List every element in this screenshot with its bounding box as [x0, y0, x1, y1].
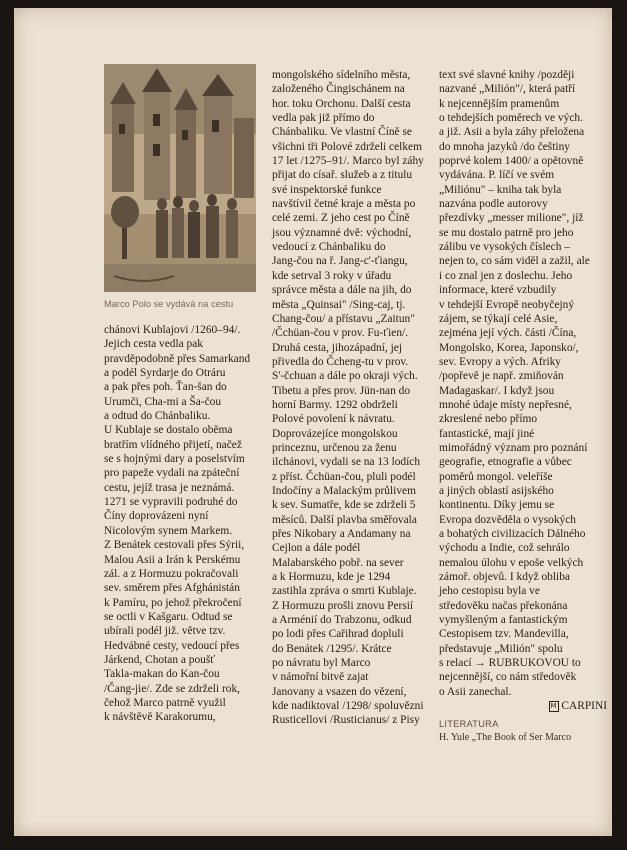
text-line: správce města a dále na jih, do: [272, 284, 412, 297]
text-line: „Miliónu" – kniha tak byla: [439, 183, 562, 196]
text-line: Járkend, Chotan a poušť: [104, 653, 216, 666]
literature-heading: LITERATURA: [439, 719, 499, 730]
text-line: o tehdejších poměrech ve vých.: [439, 112, 583, 125]
text-line: představuje „Milión" spolu: [439, 642, 563, 655]
text-line: se s hojnými dary a poselstvím: [104, 453, 245, 466]
text-line: Hedvábné cesty, vedoucí přes: [104, 639, 240, 652]
text-line: měsíců. Další plavba směřovala: [272, 513, 417, 526]
text-line: a již. Asii a byla záhy přeložena: [439, 126, 585, 139]
text-line: zastihla zpráva o smrti Kublaje.: [272, 585, 417, 598]
text-line: vedla pak již přímo do: [272, 112, 375, 125]
text-line: nemalou úlohu v epoše velkých: [439, 556, 584, 569]
text-line: a Arménií do Trabzonu, odkud: [272, 614, 412, 627]
text-line: k návštěvě Karakorumu,: [104, 711, 216, 724]
text-line: princeznu, určenou za ženu: [272, 441, 397, 454]
text-line: vymyšleným a fantastickým: [439, 614, 568, 627]
text-line: přezdívky „messer milione", jíž: [439, 212, 584, 225]
text-line: přijat do císař. služeb a z titulu: [272, 169, 413, 182]
text-line: přes Nikobary a Andamany na: [272, 528, 411, 540]
text-line: Číny doprovázeni nyní: [104, 510, 209, 523]
text-line: Doprovázejíce mongolskou: [272, 427, 398, 440]
text-line: v tehdejší Evropě neobyčejný: [439, 298, 575, 311]
text-line: zálibu ve vysokých číslech –: [439, 241, 570, 254]
text-line: kde setrval 3 roky v úřadu: [272, 269, 392, 282]
text-line: /Čang-jie/. Zde se zdrželi rok,: [104, 682, 241, 695]
text-line: o Asii zanechal.: [439, 685, 512, 698]
text-line: nejen to, co sám viděl a zažil, ale: [439, 255, 590, 268]
text-line: zál. a z Hormuzu pokračovali: [104, 567, 239, 580]
text-line: mimořádný význam pro poznání: [439, 441, 588, 454]
text-line: U Kublaje se dostalo oběma: [104, 424, 233, 437]
text-line: všichni tři Polové zdrželi celkem: [272, 140, 422, 153]
text-line: se mu dostalo patrně pro jeho: [439, 226, 574, 239]
text-line: Nicolovým synem Markem.: [104, 524, 233, 537]
text-line: informace, které vzbudily: [439, 284, 557, 297]
cross-reference: [439, 699, 607, 713]
reference-word[interactable]: CARPINI: [561, 700, 607, 713]
text-line: města „Quinsai" /Sing-caj, tj.: [272, 298, 406, 311]
text-line: ilchánovi, vydali se na 13 lodích: [272, 456, 421, 469]
text-line: k Pamíru, po jehož překročení: [104, 596, 242, 609]
text-line: Chang-čou/ a přístavu „Zaitun": [272, 312, 415, 325]
text-line: /Čchüan-čou v prov. Fu-ťien/.: [272, 327, 409, 340]
text-line: kontinentu. Díky jemu se: [439, 499, 555, 512]
text-line: celé zemi. Z jeho cest po Číně: [272, 212, 410, 225]
text-line: 1271 se vypravili podruhé do: [104, 496, 238, 509]
text-line: vydávána. P. líčí ve svém: [439, 169, 555, 182]
text-line: mongolského sídelního města,: [272, 69, 411, 81]
text-line: Indočíny a Malackým průlivem: [272, 484, 416, 497]
text-line: zkreslené nebo přímo: [439, 413, 538, 426]
text-line: poprvé kolem 1400/ a opětovně: [439, 155, 584, 168]
text-line: Cestopisem tzv. Mandevilla,: [439, 628, 569, 641]
text-line: /popřevě je např. zmiňován: [439, 370, 564, 383]
text-line: v námořní bitvě zajat: [272, 671, 369, 684]
text-line: vedoucí z Chánbaliku do: [272, 241, 386, 254]
text-column-2: [272, 68, 438, 728]
text-column-3-body: [439, 68, 607, 699]
text-line: kde nadiktoval /1298/ spoluvězni: [272, 700, 424, 713]
text-line: chánovi Kublajovi /1260–94/.: [104, 324, 241, 336]
text-line: východu a Indie, což sehrálo: [439, 542, 570, 555]
literature-entry: H. Yule „The Book of Ser Marco: [439, 731, 572, 743]
text-column-3: [439, 68, 607, 744]
text-line: založeného Čingischánem na: [272, 83, 405, 96]
text-line: Madagaskar/. I když jsou: [439, 384, 555, 397]
text-line: nazvána podle autorovy: [439, 198, 548, 211]
text-line: s relací → RUBRUKOVOU to: [439, 657, 581, 670]
medieval-miniature-image: [104, 64, 256, 292]
text-line: Tibetu a přes prov. Jün-nan do: [272, 384, 411, 397]
text-line: hor. toku Orchonu. Další cesta: [272, 97, 411, 110]
text-line: přivedla do Čcheng-tu v prov.: [272, 355, 409, 368]
text-line: se octli v Kašgaru. Odtud se: [104, 610, 233, 623]
text-line: své inspektorské funkce: [272, 183, 382, 196]
text-line: 17 let /1275–91/. Marco byl záhy: [272, 155, 424, 168]
text-line: a bohatých civilizacích Dálného: [439, 528, 586, 540]
text-line: nejcennější, co nám středověk: [439, 671, 577, 684]
page: [14, 8, 612, 836]
reference-icon: M: [550, 702, 557, 711]
text-line: po návratu byl Marco: [272, 657, 371, 670]
text-line: zejména její vých. části /Čína,: [439, 327, 577, 340]
figure-caption: Marco Polo se vydává na cestu: [104, 299, 234, 309]
text-line: pravděpodobně přes Samarkand: [104, 352, 251, 365]
text-line: text své slavné knihy /později: [439, 69, 575, 81]
text-line: S'-čchuan a dále po okraji vých.: [272, 370, 418, 383]
text-column-1: [104, 323, 262, 725]
text-line: Janovany a vsazen do vězení,: [272, 685, 407, 698]
text-line: a podél Syrdarje do Otráru: [104, 367, 226, 380]
text-line: a odtud do Chánbaliku.: [104, 410, 211, 423]
text-line: Mongolsko, Korea, Japonsko/,: [439, 341, 579, 354]
text-line: Druhá cesta, jihozápadní, jej: [272, 341, 402, 354]
text-line: a jiných oblastí asijského: [439, 484, 554, 497]
text-line: zájem, se týkají celé Asie,: [439, 312, 558, 325]
text-line: poměrů mongol. veleříše: [439, 470, 553, 483]
text-line: Chánbaliku. Ve vlastní Číně se: [272, 126, 412, 139]
text-line: sev. směrem přes Afghánistán: [104, 582, 240, 595]
text-line: a pak přes poh. Ťan-šan do: [104, 381, 227, 394]
text-line: fantastické, mají jiné: [439, 427, 535, 440]
text-line: Urumči, Cha-mi a Ša-čou: [104, 395, 222, 408]
text-line: nazvané „Milión"/, která patří: [439, 83, 576, 96]
text-line: Takla-makan do Kan-čou: [104, 668, 220, 681]
text-line: ubírali podél již. větve tzv.: [104, 625, 226, 638]
illustration: [104, 64, 256, 292]
text-line: Jang-čou na ř. Jang-c'-ťiangu,: [272, 255, 408, 268]
text-line: Z Benátek cestovali přes Sýrii,: [104, 539, 245, 552]
text-line: jsou významné dvě: východní,: [272, 226, 412, 239]
text-line: horní Barmy. 1292 obdrželi: [272, 398, 398, 411]
text-line: Jejich cesta vedla pak: [104, 338, 203, 351]
text-line: a k Hormuzu, kde je 1294: [272, 571, 391, 584]
text-line: k sev. Sumatře, kde se zdrželi 5: [272, 499, 416, 512]
text-line: středověku načas překonána: [439, 599, 568, 612]
text-line: cestu, jejíž trasa je neznámá.: [104, 481, 235, 494]
text-line: z příst. Čchüan-čou, pluli podél: [272, 470, 416, 483]
text-line: mnohé údaje místy nepřesné,: [439, 398, 572, 411]
text-line: do Benátek /1295/. Krátce: [272, 642, 392, 655]
text-line: pro papeže vydali na zpáteční: [104, 467, 240, 480]
text-line: geografie, etnografie a vůbec: [439, 456, 572, 469]
text-line: bratřím vlídného přijetí, načež: [104, 438, 242, 451]
text-line: Rusticellovi /Rusticianus/ z Pisy: [272, 714, 420, 727]
text-line: Malabarského pobř. na sever: [272, 556, 404, 569]
text-line: do mnoha jazyků /do češtiny: [439, 140, 570, 153]
text-line: Evropa dozvěděla o vysokých: [439, 513, 576, 526]
text-line: čehož Marco patrně využil: [104, 696, 226, 709]
text-line: Z Hormuzu prošli znovu Persií: [272, 599, 414, 612]
text-line: zámoř. objevů. I když obliba: [439, 571, 570, 584]
text-line: navštívil četné kraje a města po: [272, 198, 416, 211]
text-line: i co znal jen z doslechu. Jeho: [439, 269, 573, 282]
text-line: po lodi přes Cařihrad dopluli: [272, 628, 404, 641]
text-line: sev. Evropy a vých. Afriky: [439, 355, 561, 368]
text-line: k nejcennějším pramenům: [439, 97, 560, 110]
text-line: Malou Asii a Irán k Perskému: [104, 553, 241, 566]
text-line: Polové povolení k návratu.: [272, 413, 395, 426]
text-line: Cejlon a dále podél: [272, 542, 361, 555]
text-line: jeho cestopisu byla ve: [439, 585, 540, 598]
